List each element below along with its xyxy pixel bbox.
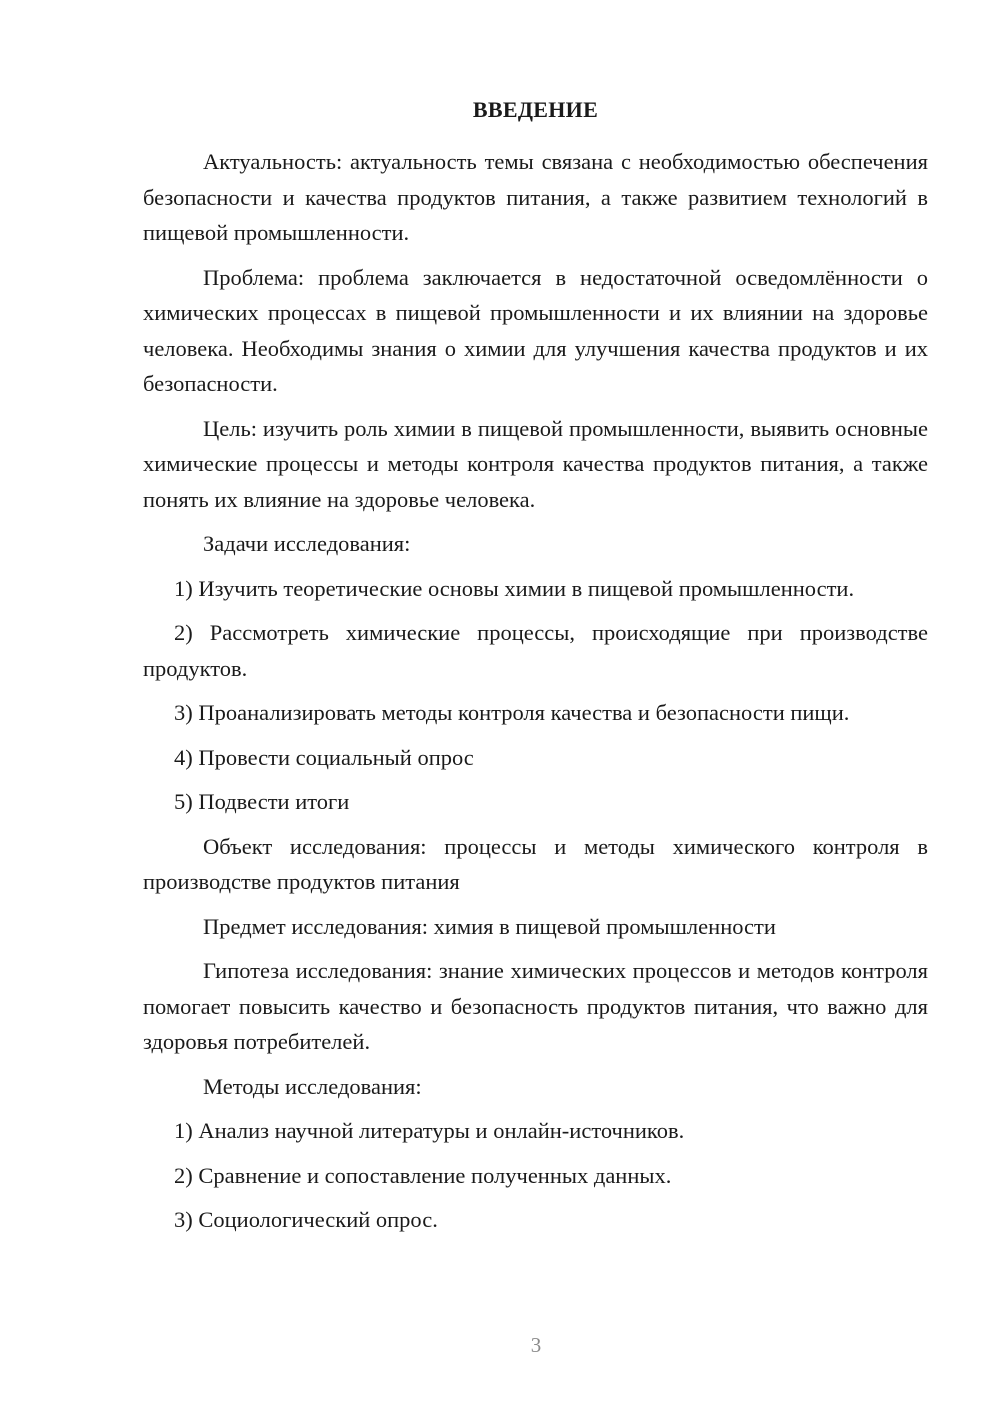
task-item: 2) Рассмотреть химические процессы, происходящие при производстве продуктов. [143, 620, 928, 681]
relevance-paragraph: Актуальность: актуальность темы связана с необходимостью обеспечения безопасности и качества продуктов питания, а также развитием технологий в пищевой промышленности. [143, 149, 928, 245]
goal-paragraph: Цель: изучить роль химии в пищевой промышленности, выявить основные химические процессы и методы контроля качества продуктов питания, а также понять их влияние на здоровье человека. [143, 415, 928, 512]
task-item: 3) Проанализировать методы контроля качества и безопасности пищи. [174, 700, 850, 725]
object-paragraph: Объект исследования: процессы и методы химического контроля в производстве продуктов питания [143, 833, 928, 894]
method-item: 3) Социологический опрос. [174, 1207, 438, 1232]
problem-paragraph: Проблема: проблема заключается в недостаточной осведомлённости о химических процессах в пищевой промышленности и их влиянии на здоровье человека. Необходимы знания о химии для улучшения качества продуктов и их безопасности. [143, 264, 928, 396]
method-item: 1) Анализ научной литературы и онлайн-источников. [174, 1118, 685, 1143]
task-item: 4) Провести социальный опрос [174, 744, 474, 770]
methods-heading: Методы исследования: [203, 1073, 422, 1099]
task-item: 5) Подвести итоги [174, 789, 350, 814]
subject-paragraph: Предмет исследования: химия в пищевой промышленности [203, 913, 776, 939]
method-item: 2) Сравнение и сопоставление полученных данных. [174, 1162, 672, 1188]
page-number: 3 [530, 1333, 542, 1357]
hypothesis-paragraph: Гипотеза исследования: знание химических процессов и методов контроля помогает повысить качество и безопасность продуктов питания, что важно для здоровья потребителей. [143, 958, 928, 1054]
document-page [143, 92, 928, 1247]
task-item: 1) Изучить теоретические основы химии в пищевой промышленности. [174, 575, 855, 601]
tasks-heading: Задачи исследования: [203, 531, 411, 556]
page-title: ВВЕДЕНИЕ [472, 97, 599, 122]
